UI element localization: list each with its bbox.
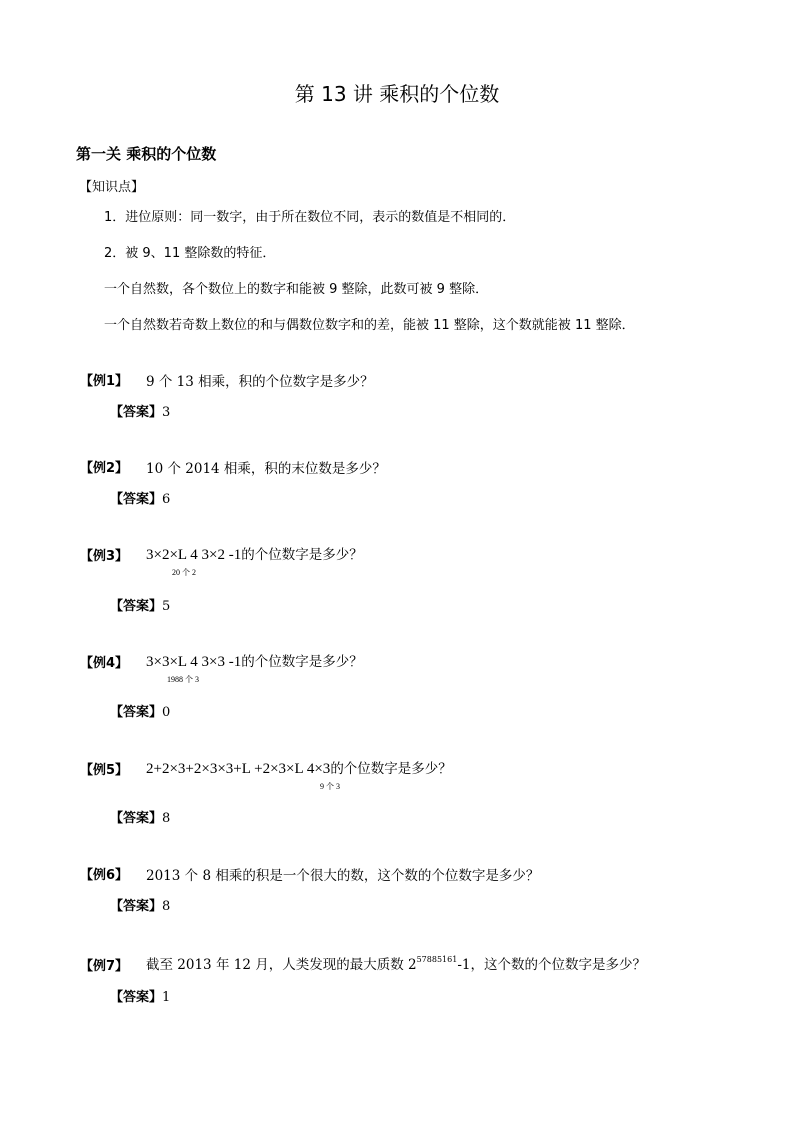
example-3-label: 【例3】	[80, 549, 129, 564]
underbrace-label: 9 个 3	[320, 782, 340, 791]
answer-value: 6	[162, 492, 171, 507]
example-5-label: 【例5】	[80, 763, 129, 778]
answer-label: 【答案】	[110, 990, 163, 1005]
knowledge-point-4: 一个自然数若奇数上数位的和与偶数位数字和的差，能被 11 整除，这个数就能被 11 整除．	[104, 318, 635, 333]
example-7-question	[146, 953, 646, 973]
example-2-question: 10 个 2014 相乘，积的末位数是多少？	[146, 461, 386, 477]
example-3-answer	[110, 595, 170, 614]
example-3-question	[146, 543, 363, 564]
answer-value: 3	[162, 405, 171, 420]
knowledge-point-2: 2．被 9、11 整除数的特征．	[104, 246, 276, 261]
example-6-label: 【例6】	[80, 868, 129, 883]
example-1-question: 9 个 13 相乘，积的个位数字是多少？	[146, 374, 374, 390]
page-title: 第 13 讲 乘积的个位数	[294, 82, 500, 106]
answer-label: 【答案】	[110, 811, 163, 826]
answer-label: 【答案】	[110, 405, 163, 420]
example-5-answer	[110, 807, 170, 826]
example-7-label: 【例7】	[80, 959, 129, 974]
example-6-question: 2013 个 8 相乘的积是一个很大的数，这个数的个位数字是多少？	[146, 868, 540, 884]
answer-value: 8	[162, 811, 171, 826]
example-2-label: 【例2】	[80, 461, 129, 476]
section-heading: 第一关 乘积的个位数	[76, 145, 217, 163]
question-text: -1，这个数的个位数字是多少？	[457, 957, 646, 973]
exponent: 57885161	[416, 955, 458, 964]
example-6-answer	[110, 895, 170, 914]
math-expression: 3×2×L 4 3×2 -1	[146, 547, 242, 563]
answer-label: 【答案】	[110, 705, 163, 720]
example-5-question	[146, 757, 452, 778]
answer-value: 0	[162, 705, 171, 720]
example-7-answer	[110, 986, 170, 1005]
answer-value: 5	[162, 599, 171, 614]
underbrace-label: 1988 个 3	[167, 675, 199, 684]
answer-value: 1	[162, 990, 171, 1005]
answer-label: 【答案】	[110, 492, 163, 507]
answer-value: 8	[162, 899, 171, 914]
example-1-answer	[110, 401, 170, 420]
example-4-label: 【例4】	[80, 656, 129, 671]
knowledge-point-1: 1．进位原则：同一数字，由于所在数位不同，表示的数值是不相同的．	[104, 210, 516, 225]
example-4-answer	[110, 701, 170, 720]
example-1-label: 【例1】	[80, 374, 129, 389]
question-text: 的个位数字是多少？	[241, 654, 363, 670]
question-text: 的个位数字是多少？	[330, 761, 452, 777]
question-text: 的个位数字是多少？	[241, 547, 363, 563]
answer-label: 【答案】	[110, 899, 163, 914]
math-expression: 2+2×3+2×3×3+L +2×3×L 4×3	[146, 761, 331, 777]
question-text: 截至 2013 年 12 月，人类发现的最大质数 2	[146, 957, 417, 973]
knowledge-label: 【知识点】	[79, 180, 145, 195]
answer-label: 【答案】	[110, 599, 163, 614]
example-2-answer	[110, 488, 170, 507]
math-expression: 3×3×L 4 3×3 -1	[146, 654, 242, 670]
example-4-question	[146, 650, 363, 671]
knowledge-point-3: 一个自然数，各个数位上的数字和能被 9 整除，此数可被 9 整除．	[104, 282, 489, 297]
underbrace-label: 20 个 2	[172, 568, 196, 577]
